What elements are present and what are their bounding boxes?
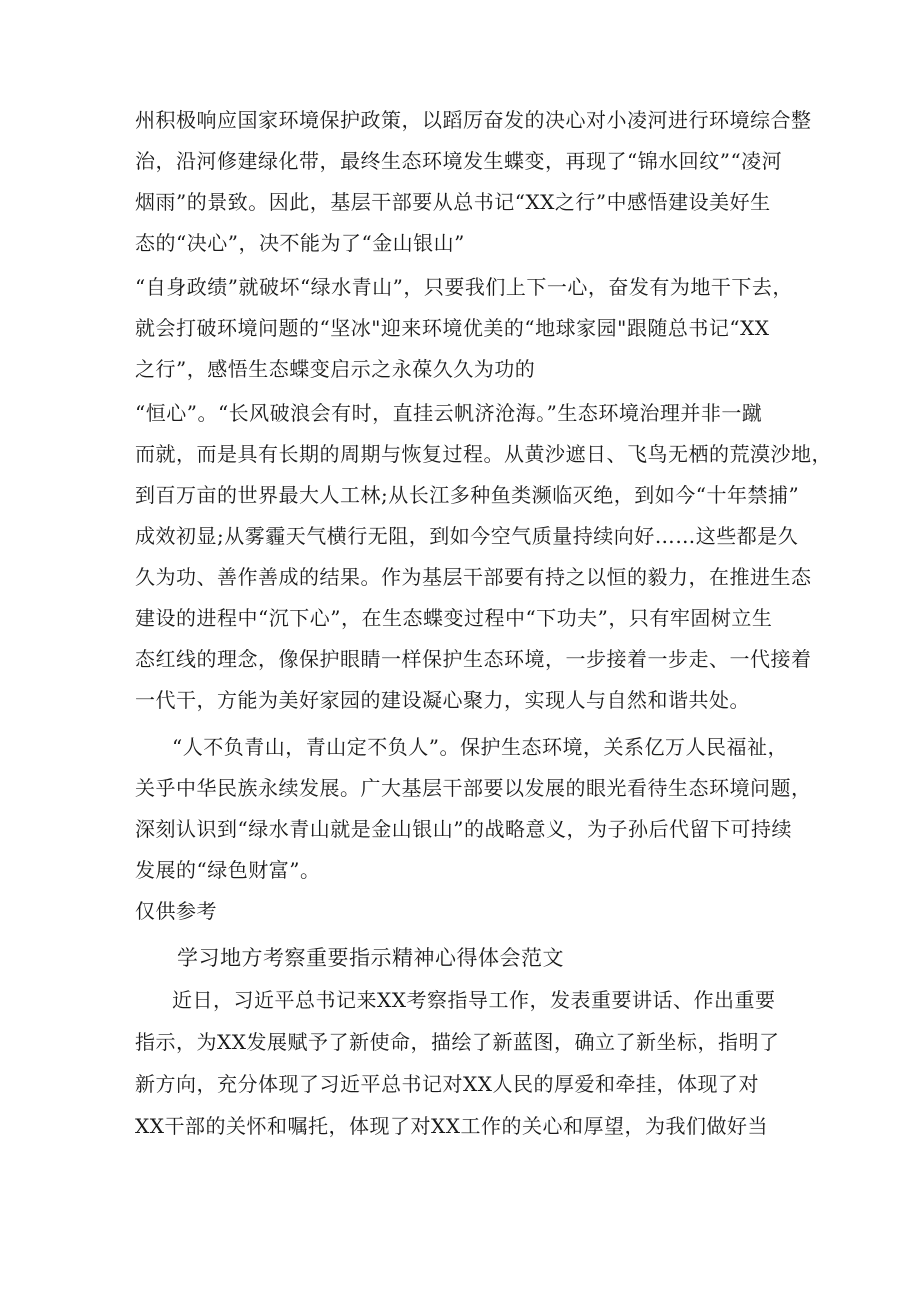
paragraph-3-line-1: “恒心”。“长风破浪会有时，直挂云帆济沧海。”生态环境治理并非一蹴 (135, 401, 763, 425)
paragraph-3-line-7: 态红线的理念，像保护眼睛一样保护生态环境，一步接着一步走、一代接着 (135, 647, 812, 671)
paragraph-3-line-8: 一代干，方能为美好家园的建设凝心聚力，实现人与自然和谐共处。 (135, 688, 750, 712)
article-body-line-2: 指示，为XX发展赋予了新使命，描绘了新蓝图，确立了新坐标，指明了 (135, 1030, 780, 1054)
paragraph-3-line-4: 成效初显;从雾霾天气横行无阻，到如今空气质量持续向好……这些都是久 (135, 524, 799, 548)
paragraph-3-line-5: 久为功、善作善成的结果。作为基层干部要有持之以恒的毅力，在推进生态 (135, 565, 812, 589)
paragraph-1-line-2: 治，沿河修建绿化带，最终生态环境发生蝶变，再现了“锦水回纹”“凌河 (135, 149, 783, 173)
paragraph-4-line-3: 深刻认识到“绿水青山就是金山银山”的战略意义，为子孙后代留下可持续 (135, 817, 792, 841)
paragraph-2-line-3: 之行”，感悟生态蝶变启示之永葆久久为功的 (135, 357, 536, 381)
paragraph-4-line-2: 关乎中华民族永续发展。广大基层干部要以发展的眼光看待生态环境问题， (135, 776, 812, 800)
paragraph-3-line-2: 而就，而是具有长期的周期与恢复过程。从黄沙遮日、飞鸟无栖的荒漠沙地， (135, 442, 832, 466)
paragraph-1-line-1: 州积极响应国家环境保护政策，以蹈厉奋发的决心对小凌河进行环境综合整 (135, 108, 812, 132)
paragraph-2-line-1: “自身政绩”就破坏“绿水青山”，只要我们上下一心，奋发有为地干下去， (135, 275, 793, 299)
reference-note: 仅供参考 (135, 899, 217, 923)
paragraph-4-line-1: “人不负青山，青山定不负人”。保护生态环境，关系亿万人民福祉， (172, 735, 788, 759)
article-body-line-1: 近日，习近平总书记来XX考察指导工作，发表重要讲话、作出重要 (172, 988, 776, 1012)
paragraph-1-line-4: 态的“决心”，决不能为了“金山银山” (135, 231, 465, 255)
article-body-line-3: 新方向，充分体现了习近平总书记对XX人民的厚爱和牵挂，体现了对 (135, 1072, 759, 1096)
paragraph-4-line-4: 发展的“绿色财富”。 (135, 858, 321, 882)
article-title: 学习地方考察重要指示精神心得体会范文 (177, 946, 564, 970)
article-body-line-4: XX干部的关怀和嘱托，体现了对XX工作的关心和厚望，为我们做好当 (135, 1114, 768, 1138)
paragraph-1-line-3: 烟雨”的景致。因此，基层干部要从总书记“XX之行”中感悟建设美好生 (135, 190, 771, 214)
paragraph-3-line-6: 建设的进程中“沉下心”，在生态蝶变过程中“下功夫”，只有牢固树立生 (135, 606, 773, 630)
paragraph-3-line-3: 到百万亩的世界最大人工林;从长江多种鱼类濒临灭绝，到如今“十年禁捕” (135, 483, 800, 507)
paragraph-2-line-2: 就会打破环境问题的“坚冰"迎来环境优美的“地球家园"跟随总书记“XX (135, 316, 770, 340)
